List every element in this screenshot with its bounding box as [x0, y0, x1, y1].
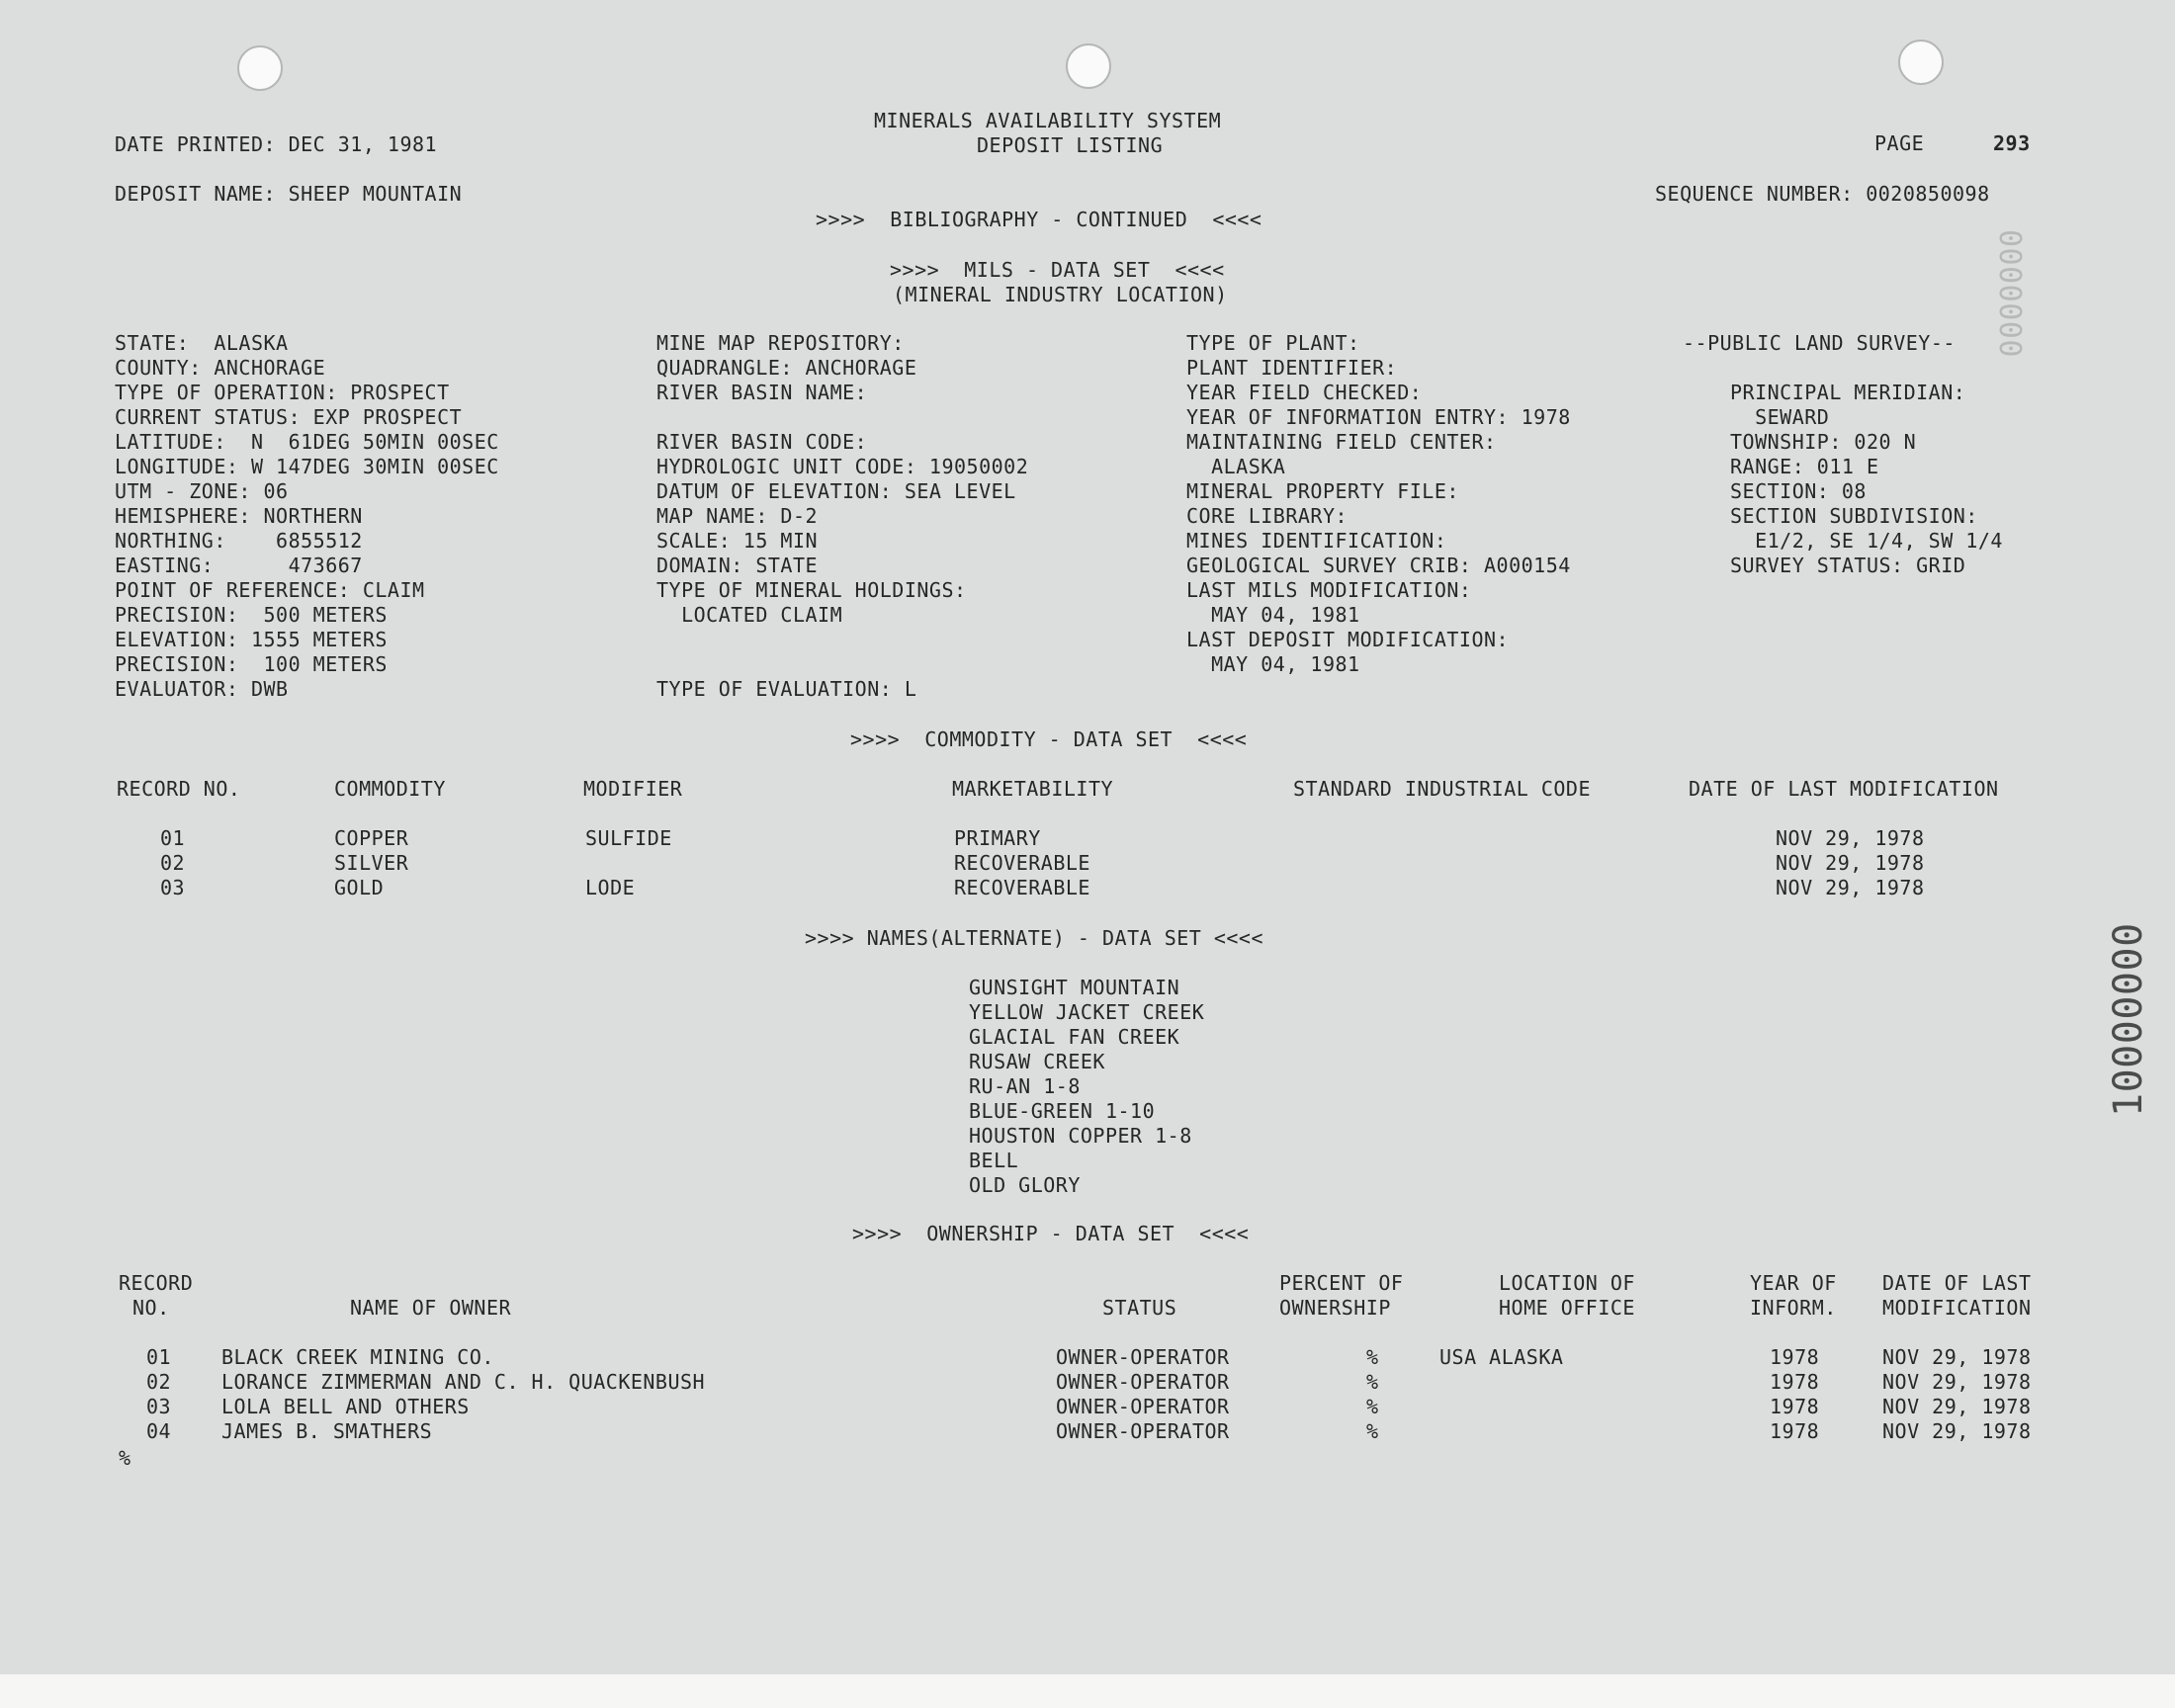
plss-title: --PUBLIC LAND SURVEY--	[1683, 331, 1956, 355]
ownership-percent: %	[1366, 1395, 1379, 1418]
evaluation-type-field: TYPE OF EVALUATION: L	[656, 677, 917, 701]
ownership-header-location-2: HOME OFFICE	[1499, 1296, 1635, 1320]
date-printed: DATE PRINTED: DEC 31, 1981	[115, 132, 438, 156]
river-basin-name-field: RIVER BASIN NAME:	[656, 381, 868, 404]
record-number: 03	[146, 1395, 172, 1418]
commodity-name: GOLD	[334, 876, 385, 899]
list-terminator: %	[119, 1446, 131, 1470]
commodity-header-record: RECORD NO.	[117, 777, 241, 801]
commodity-marketability: RECOVERABLE	[954, 876, 1090, 899]
ownership-percent: %	[1366, 1370, 1379, 1394]
record-number: 01	[160, 826, 186, 850]
ownership-header-year-2: INFORM.	[1750, 1296, 1837, 1320]
commodity-date: NOV 29, 1978	[1776, 826, 1925, 850]
commodity-date: NOV 29, 1978	[1776, 851, 1925, 875]
page-number: 293	[1993, 131, 2031, 155]
commodity-modifier: SULFIDE	[585, 826, 672, 850]
ownership-header-status: STATUS	[1102, 1296, 1177, 1320]
precision-field: PRECISION: 500 METERS	[115, 603, 388, 627]
list-item: GUNSIGHT MOUNTAIN	[969, 976, 1180, 999]
owner-name: LOLA BELL AND OTHERS	[221, 1395, 470, 1418]
datum-of-elevation-field: DATUM OF ELEVATION: SEA LEVEL	[656, 479, 1016, 503]
commodity-header-modifier: MODIFIER	[583, 777, 683, 801]
quadrangle-field: QUADRANGLE: ANCHORAGE	[656, 356, 917, 380]
ownership-title: >>>> OWNERSHIP - DATA SET <<<<	[852, 1222, 1250, 1245]
inform-year: 1978	[1770, 1419, 1820, 1443]
mils-subtitle: (MINERAL INDUSTRY LOCATION)	[893, 283, 1228, 306]
ownership-header-location: LOCATION OF	[1499, 1271, 1635, 1295]
last-mils-modification-field: LAST MILS MODIFICATION:	[1186, 578, 1472, 602]
margin-stamp-lower: 10000000	[2106, 922, 2151, 1117]
punch-hole-left	[237, 45, 283, 91]
crib-field: GEOLOGICAL SURVEY CRIB: A000154	[1186, 554, 1571, 577]
current-status-field: CURRENT STATUS: EXP PROSPECT	[115, 405, 463, 429]
mineral-holdings-value: LOCATED CLAIM	[656, 603, 843, 627]
principal-meridian-value: SEWARD	[1730, 405, 1830, 429]
ownership-header-percent: PERCENT OF	[1279, 1271, 1404, 1295]
margin-stamp-upper: 0000000	[1992, 229, 2027, 358]
deposit-name: DEPOSIT NAME: SHEEP MOUNTAIN	[115, 182, 463, 206]
list-item: RUSAW CREEK	[969, 1050, 1105, 1073]
field-center-value: ALASKA	[1186, 455, 1286, 478]
home-office-location: USA ALASKA	[1439, 1345, 1564, 1369]
operation-type-field: TYPE OF OPERATION: PROSPECT	[115, 381, 450, 404]
modification-date: NOV 29, 1978	[1882, 1345, 2032, 1369]
easting-field: EASTING: 473667	[115, 554, 363, 577]
river-basin-code-field: RIVER BASIN CODE:	[656, 430, 868, 454]
ownership-header-owner: NAME OF OWNER	[350, 1296, 512, 1320]
sequence-number: SEQUENCE NUMBER: 0020850098	[1655, 182, 1990, 206]
owner-status: OWNER-OPERATOR	[1056, 1419, 1230, 1443]
commodity-name: SILVER	[334, 851, 409, 875]
northing-field: NORTHING: 6855512	[115, 529, 363, 553]
owner-status: OWNER-OPERATOR	[1056, 1370, 1230, 1394]
owner-name: LORANCE ZIMMERMAN AND C. H. QUACKENBUSH	[221, 1370, 706, 1394]
list-item: BELL	[969, 1149, 1019, 1172]
last-deposit-modification-value: MAY 04, 1981	[1186, 652, 1360, 676]
inform-year: 1978	[1770, 1370, 1820, 1394]
list-item: HOUSTON COPPER 1-8	[969, 1124, 1192, 1148]
page-label: PAGE	[1874, 131, 1925, 155]
county-field: COUNTY: ANCHORAGE	[115, 356, 326, 380]
record-number: 02	[160, 851, 186, 875]
survey-status-field: SURVEY STATUS: GRID	[1730, 554, 1966, 577]
owner-status: OWNER-OPERATOR	[1056, 1345, 1230, 1369]
principal-meridian-field: PRINCIPAL MERIDIAN:	[1730, 381, 1966, 404]
list-item: RU-AN 1-8	[969, 1074, 1081, 1098]
commodity-modifier: LODE	[585, 876, 636, 899]
hemisphere-field: HEMISPHERE: NORTHERN	[115, 504, 363, 528]
year-info-entry-field: YEAR OF INFORMATION ENTRY: 1978	[1186, 405, 1571, 429]
ownership-header-year: YEAR OF	[1750, 1271, 1837, 1295]
scale-field: SCALE: 15 MIN	[656, 529, 819, 553]
system-title: MINERALS AVAILABILITY SYSTEM	[874, 109, 1222, 132]
field-center-field: MAINTAINING FIELD CENTER:	[1186, 430, 1497, 454]
inform-year: 1978	[1770, 1395, 1820, 1418]
section-subdivision-value: E1/2, SE 1/4, SW 1/4	[1730, 529, 2003, 553]
record-number: 04	[146, 1419, 172, 1443]
commodity-title: >>>> COMMODITY - DATA SET <<<<	[850, 727, 1248, 751]
elevation-field: ELEVATION: 1555 METERS	[115, 628, 388, 651]
core-library-field: CORE LIBRARY:	[1186, 504, 1348, 528]
year-field-checked-field: YEAR FIELD CHECKED:	[1186, 381, 1423, 404]
ownership-header-record-no: NO.	[132, 1296, 170, 1320]
record-number: 03	[160, 876, 186, 899]
evaluator-field: EVALUATOR: DWB	[115, 677, 289, 701]
hydrologic-unit-field: HYDROLOGIC UNIT CODE: 19050002	[656, 455, 1029, 478]
utm-zone-field: UTM - ZONE: 06	[115, 479, 289, 503]
list-item: BLUE-GREEN 1-10	[969, 1099, 1156, 1123]
last-mils-modification-value: MAY 04, 1981	[1186, 603, 1360, 627]
elevation-precision-field: PRECISION: 100 METERS	[115, 652, 388, 676]
map-name-field: MAP NAME: D-2	[656, 504, 819, 528]
ownership-percent: %	[1366, 1345, 1379, 1369]
plant-identifier-field: PLANT IDENTIFIER:	[1186, 356, 1398, 380]
domain-field: DOMAIN: STATE	[656, 554, 819, 577]
ownership-header-date-2: MODIFICATION	[1882, 1296, 2032, 1320]
commodity-marketability: RECOVERABLE	[954, 851, 1090, 875]
latitude-field: LATITUDE: N 61DEG 50MIN 00SEC	[115, 430, 499, 454]
mines-identification-field: MINES IDENTIFICATION:	[1186, 529, 1447, 553]
range-field: RANGE: 011 E	[1730, 455, 1879, 478]
punch-hole-right	[1898, 40, 1944, 85]
inform-year: 1978	[1770, 1345, 1820, 1369]
list-item: GLACIAL FAN CREEK	[969, 1025, 1180, 1049]
commodity-header-date: DATE OF LAST MODIFICATION	[1689, 777, 1999, 801]
listing-title: DEPOSIT LISTING	[977, 133, 1164, 157]
ownership-percent: %	[1366, 1419, 1379, 1443]
commodity-header-marketability: MARKETABILITY	[952, 777, 1114, 801]
modification-date: NOV 29, 1978	[1882, 1395, 2032, 1418]
mils-title: >>>> MILS - DATA SET <<<<	[890, 258, 1225, 282]
bibliography-heading: >>>> BIBLIOGRAPHY - CONTINUED <<<<	[816, 208, 1262, 231]
commodity-name: COPPER	[334, 826, 409, 850]
ownership-header-date: DATE OF LAST	[1882, 1271, 2032, 1295]
commodity-header-commodity: COMMODITY	[334, 777, 446, 801]
mineral-property-file-field: MINERAL PROPERTY FILE:	[1186, 479, 1459, 503]
commodity-date: NOV 29, 1978	[1776, 876, 1925, 899]
modification-date: NOV 29, 1978	[1882, 1419, 2032, 1443]
state-field: STATE: ALASKA	[115, 331, 289, 355]
ownership-header-record: RECORD	[119, 1271, 194, 1295]
commodity-marketability: PRIMARY	[954, 826, 1041, 850]
township-field: TOWNSHIP: 020 N	[1730, 430, 1917, 454]
record-number: 01	[146, 1345, 172, 1369]
commodity-header-sic: STANDARD INDUSTRIAL CODE	[1293, 777, 1591, 801]
scan-bottom-edge	[0, 1674, 2175, 1708]
last-deposit-modification-field: LAST DEPOSIT MODIFICATION:	[1186, 628, 1510, 651]
point-of-reference-field: POINT OF REFERENCE: CLAIM	[115, 578, 425, 602]
longitude-field: LONGITUDE: W 147DEG 30MIN 00SEC	[115, 455, 499, 478]
record-number: 02	[146, 1370, 172, 1394]
list-item: YELLOW JACKET CREEK	[969, 1000, 1205, 1024]
mineral-holdings-field: TYPE OF MINERAL HOLDINGS:	[656, 578, 967, 602]
owner-name: BLACK CREEK MINING CO.	[221, 1345, 494, 1369]
list-item: OLD GLORY	[969, 1173, 1081, 1197]
mine-map-repository-field: MINE MAP REPOSITORY:	[656, 331, 905, 355]
modification-date: NOV 29, 1978	[1882, 1370, 2032, 1394]
names-title: >>>> NAMES(ALTERNATE) - DATA SET <<<<	[805, 926, 1264, 950]
plant-type-field: TYPE OF PLANT:	[1186, 331, 1360, 355]
section-field: SECTION: 08	[1730, 479, 1867, 503]
punch-hole-center	[1066, 43, 1111, 89]
ownership-header-percent-2: OWNERSHIP	[1279, 1296, 1391, 1320]
owner-status: OWNER-OPERATOR	[1056, 1395, 1230, 1418]
owner-name: JAMES B. SMATHERS	[221, 1419, 433, 1443]
section-subdivision-field: SECTION SUBDIVISION:	[1730, 504, 1978, 528]
